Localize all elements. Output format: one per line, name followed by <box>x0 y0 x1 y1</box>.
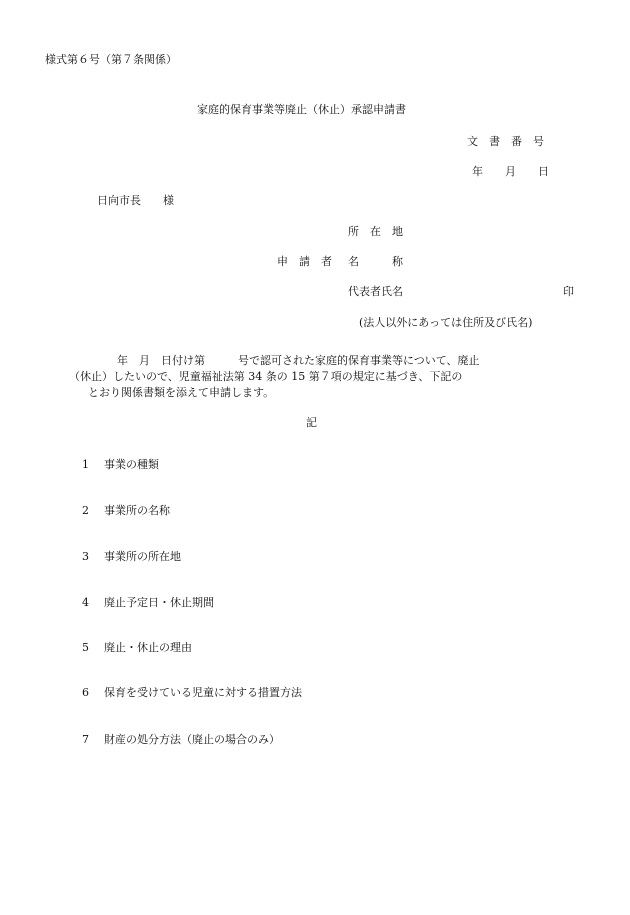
date-label: 年 月 日 <box>472 165 549 178</box>
list-item <box>82 596 214 610</box>
applicant-note: (法人以外にあっては住所及び氏名) <box>359 316 533 329</box>
addressee: 日向市長 様 <box>97 194 174 207</box>
seal-mark: 印 <box>563 285 574 298</box>
item-label: 事業所の所在地 <box>104 550 181 563</box>
document-title: 家庭的保育事業等廃止（休止）承認申請書 <box>197 103 406 116</box>
item-number: 2 <box>82 504 89 517</box>
application-body <box>60 353 530 401</box>
item-number: 7 <box>82 733 89 746</box>
body-line-3: とおり関係書類を添えて申請します。 <box>88 386 275 399</box>
item-number: 3 <box>82 550 89 563</box>
location-label: 所 在 地 <box>348 225 403 238</box>
list-item <box>82 686 302 700</box>
item-number: 6 <box>82 686 89 699</box>
item-label: 廃止・休止の理由 <box>104 641 192 654</box>
list-item <box>82 458 159 472</box>
list-item <box>82 733 280 747</box>
body-line-1: 年 月 日付け第 号で認可された家庭的保育事業等について、廃止 <box>117 354 480 367</box>
representative-label: 代表者氏名 <box>348 285 403 298</box>
name-label: 名 称 <box>348 255 403 268</box>
form-number: 様式第６号（第７条関係） <box>45 53 177 66</box>
document-number-label: 文 書 番 号 <box>467 135 544 148</box>
item-label: 事業の種類 <box>104 458 159 471</box>
list-item <box>82 504 170 518</box>
item-label: 廃止予定日・休止期間 <box>104 596 214 609</box>
list-item <box>82 550 181 564</box>
item-label: 事業所の名称 <box>104 504 170 517</box>
body-line-2: （休止）したいので、児童福祉法第 34 条の 15 第７項の規定に基づき、下記の <box>69 370 463 383</box>
item-number: 1 <box>82 458 89 471</box>
item-label: 財産の処分方法（廃止の場合のみ） <box>104 733 280 746</box>
ki-heading: 記 <box>306 416 317 429</box>
list-item <box>82 641 192 655</box>
applicant-label: 申 請 者 <box>277 255 332 268</box>
item-label: 保育を受けている児童に対する措置方法 <box>104 686 302 699</box>
item-number: 5 <box>82 641 89 654</box>
item-number: 4 <box>82 596 89 609</box>
